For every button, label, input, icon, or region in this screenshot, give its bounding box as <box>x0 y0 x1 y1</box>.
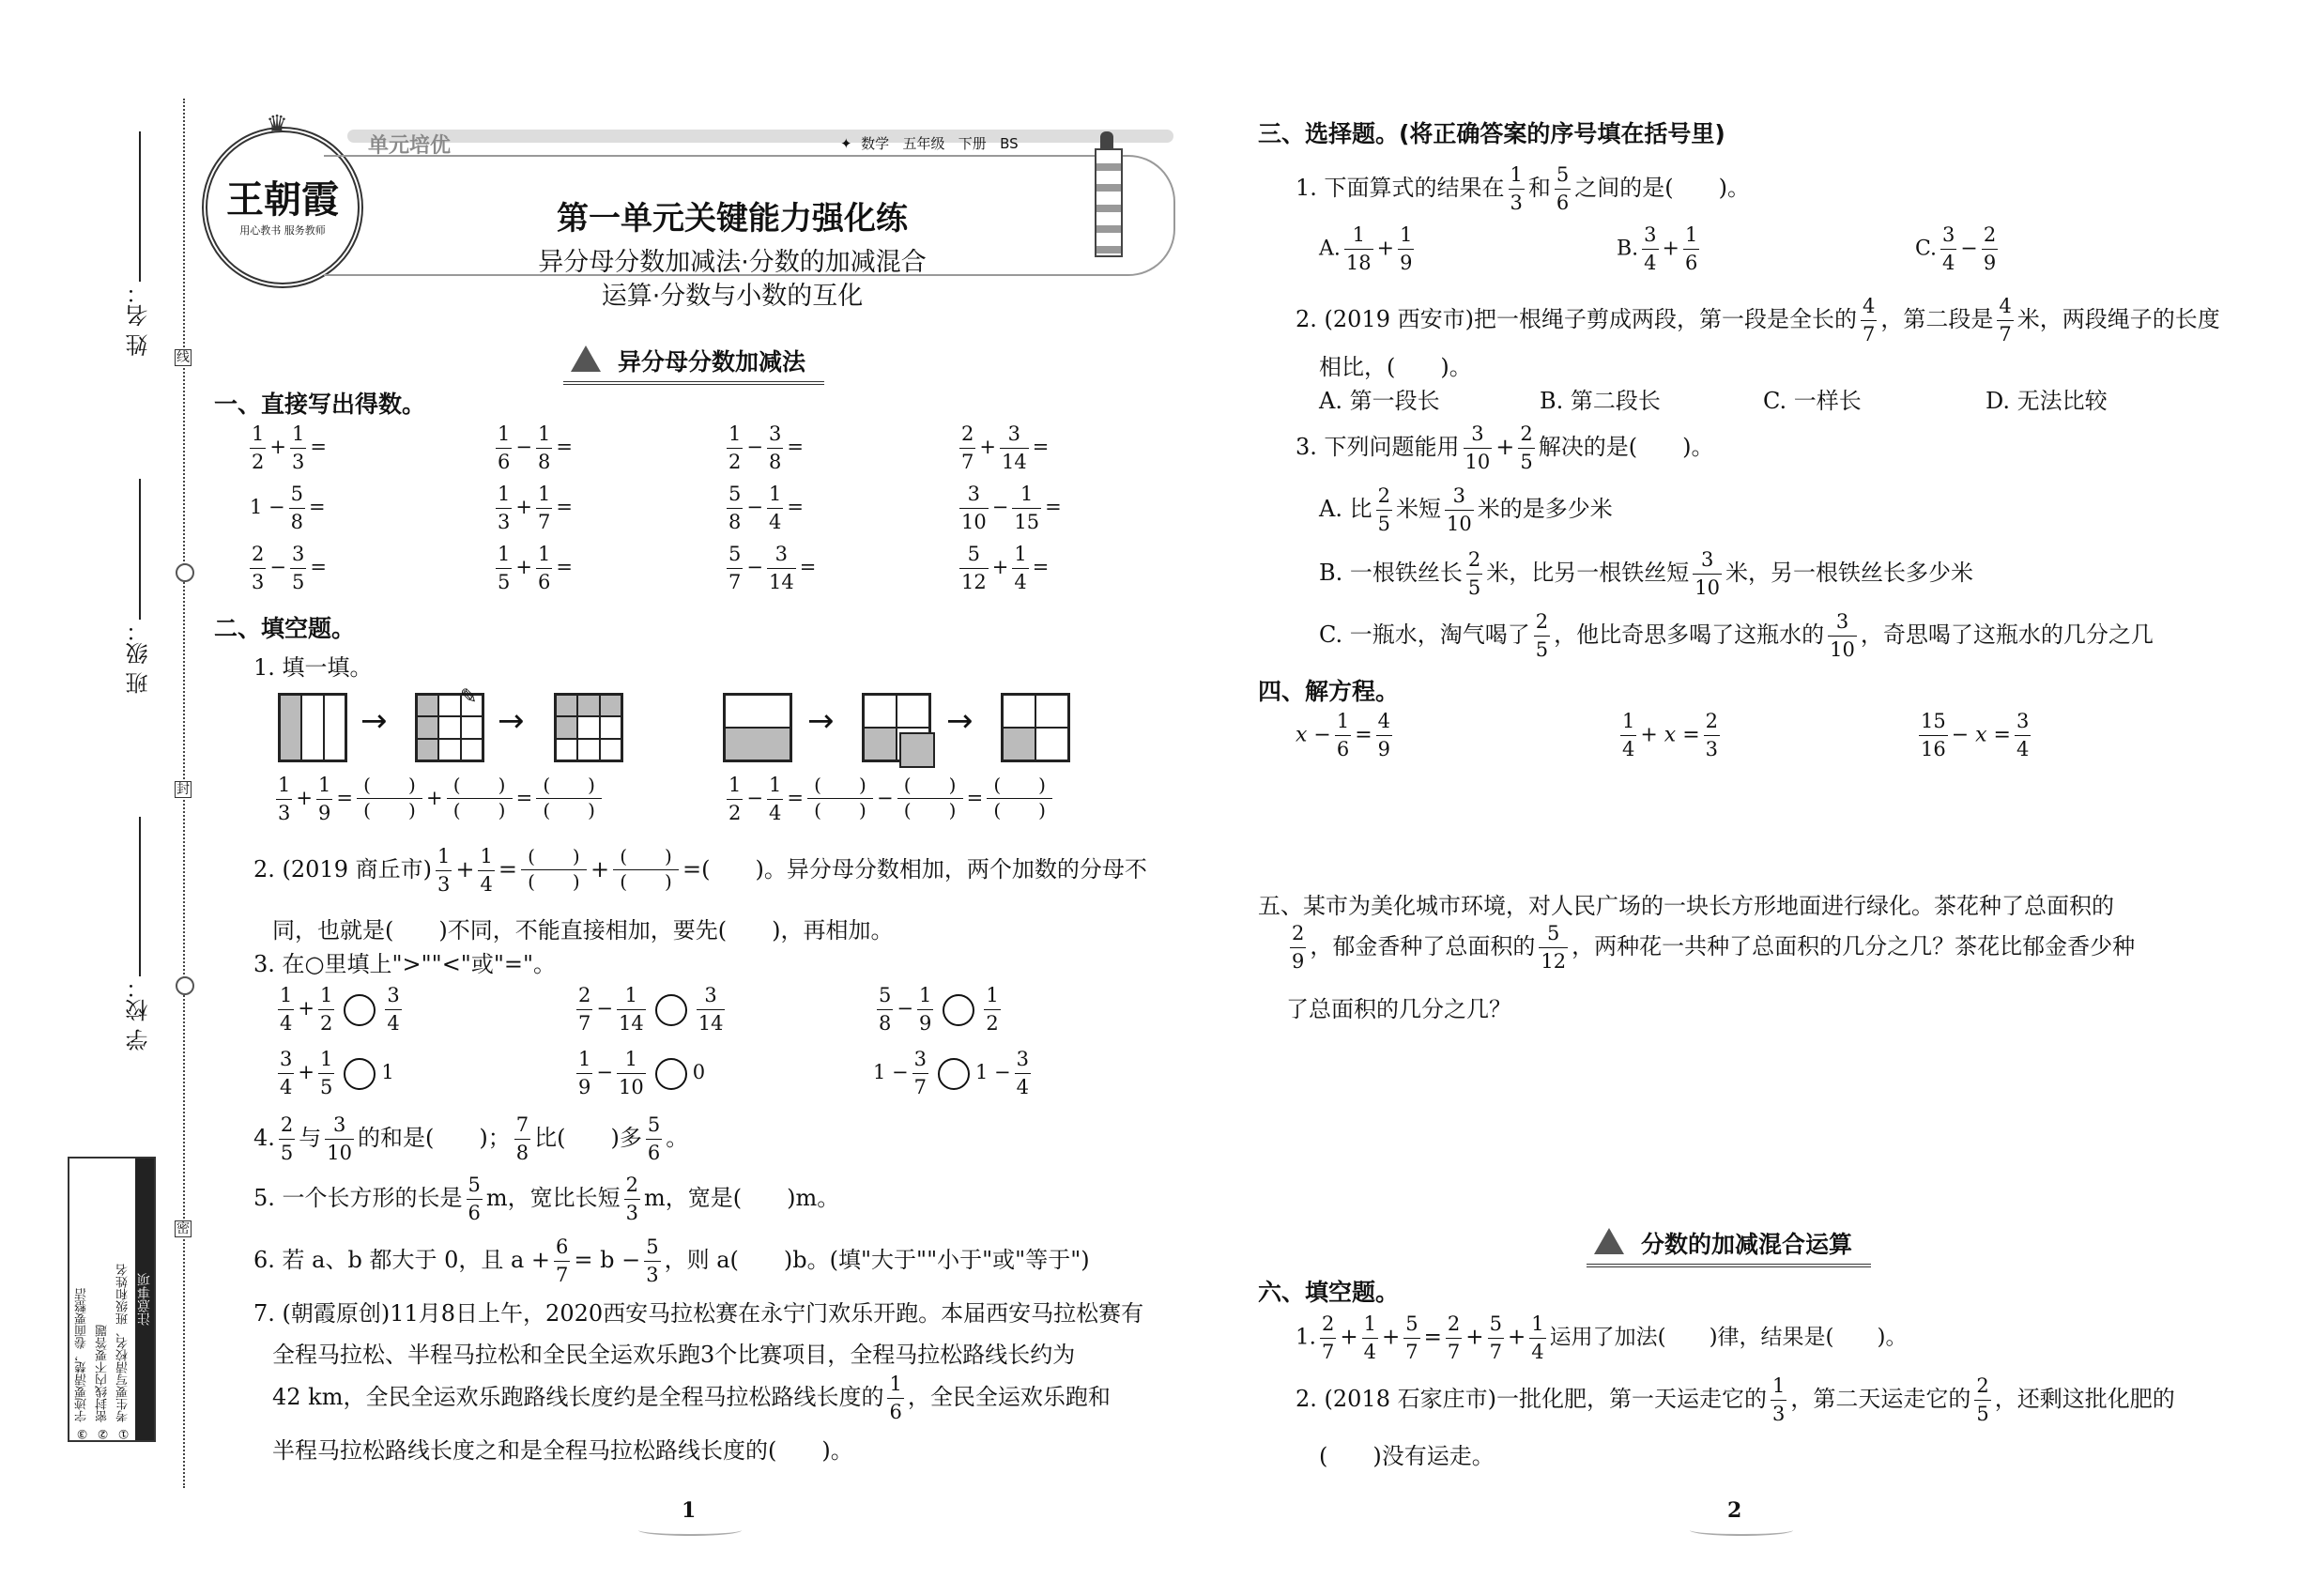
q2-s2: 2. (2019 商丘市) $\frac{1}{3}$ + $\frac{1}{4}$ = ( ) ( ) + ( ) ( ) =( )。异分母分数相加，两个加数的分母不 <box>253 845 1147 896</box>
subtitle-line1: 异分母分数加减法·分数的加减混合 <box>538 248 927 277</box>
q3-s2-optD: D. 无法比较 <box>1986 388 2108 414</box>
q3-s1: 1. 下面算式的结果在 $\frac{1}{3}$ 和 $\frac{5}{6}$ 之间的是( )。 <box>1296 163 1751 214</box>
q3-s2-optA: A. 第一段长 <box>1319 388 1440 414</box>
logo-subtext: 用心教书 服务教师 <box>239 224 326 237</box>
q2-s7-line1: 7. (朝霞原创)11月8日上午，2020西安马拉松赛在永宁门欢乐开跑。本届西安马拉松赛有 <box>253 1300 1144 1327</box>
notice-title: 注意事项 <box>135 1159 154 1440</box>
name-label: 姓 名： <box>126 282 152 357</box>
q2-s7-line4: 半程马拉松路线长度之和是全程马拉松路线长度的( )。 <box>272 1437 853 1464</box>
school-underline <box>139 817 141 976</box>
q3-s1-optC: C. $\frac{3}{4}$ − $\frac{2}{9}$ <box>1915 223 1997 274</box>
section-header-mixed-ops: 分数的加减混合运算 <box>1587 1226 1871 1267</box>
arrow-icon: → <box>946 702 974 740</box>
q3-s2-optC: C. 一样长 <box>1763 388 1862 414</box>
logo-text: 王朝霞 <box>226 177 339 222</box>
q2-s1: 1. 填一填。 <box>253 654 373 681</box>
q4-title: 四、解方程。 <box>1258 678 1400 705</box>
sailboat-icon <box>571 345 601 372</box>
compare-2: $\frac{2}{7}$ − $\frac{1}{14}$ $\frac{3}{14}$ <box>578 984 724 1035</box>
compare-5: $\frac{1}{9}$ − $\frac{1}{10}$ 0 <box>578 1048 706 1098</box>
q2-s3: 3. 在○里填上">""<"或"="。 <box>253 951 557 977</box>
q6-s2-cont: ( )没有运走。 <box>1319 1443 1495 1469</box>
seal-mark-seal: 封 <box>176 782 190 797</box>
q5-line2: $\frac{2}{9}$ ，郁金香种了总面积的 $\frac{5}{12}$ ，两种花一共种了总面积的几分之几？茶花比郁金香少种 <box>1292 922 2136 973</box>
unit-tag: 单元培优 <box>368 134 452 158</box>
q3-s3-optB: B. 一根铁丝长 $\frac{2}{5}$ 米，比另一根铁丝短 $\frac{3}{10}$ 米，另一根铁丝长多少米 <box>1319 548 1974 599</box>
notice-item: ③ 字迹要清楚，卷面要整洁 <box>75 1287 89 1440</box>
page-ornament <box>1690 1525 1793 1536</box>
q2-s5: 5. 一个长方形的长是 $\frac{5}{6}$ m，宽比长短 $\frac{2}{3}$ m，宽是( )m。 <box>253 1174 840 1224</box>
q3-s1-optB: B. $\frac{3}{4}$ + $\frac{1}{6}$ <box>1617 223 1698 274</box>
equation-2: $\frac{1}{4}$ + x = $\frac{2}{3}$ <box>1622 710 1719 760</box>
seal-mark-secret: 密 <box>176 1221 190 1236</box>
subtitle-line2: 运算·分数与小数的互化 <box>601 282 864 311</box>
notice-box <box>68 1157 156 1442</box>
arrow-icon: → <box>807 702 835 740</box>
q3-s3-optA: A. 比 $\frac{2}{5}$ 米短 $\frac{3}{10}$ 米的是多少米 <box>1319 484 1613 535</box>
q6-title: 六、填空题。 <box>1258 1279 1400 1306</box>
grade: 五年级 <box>902 135 945 152</box>
q2-s7-line3: 42 km，全民全运欢乐跑路线长度约是全程马拉松路线长度的 $\frac{1}{6}$ ，全民全运欢乐跑和 <box>272 1373 1111 1423</box>
q3-s1-optA: A. $\frac{1}{18}$ + $\frac{1}{9}$ <box>1319 223 1413 274</box>
compare-3: $\frac{5}{8}$ − $\frac{1}{9}$ $\frac{1}{2}$ <box>879 984 999 1035</box>
q1-title: 一、直接写出得数。 <box>214 391 426 418</box>
q3-s3-optC: C. 一瓶水，淘气喝了 $\frac{2}{5}$ ，他比奇思多喝了这瓶水的 $\frac{3}{10}$ ，奇思喝了这瓶水的几分之几 <box>1319 610 2154 661</box>
q6-s2: 2. (2018 石家庄市)一批化肥，第一天运走它的 $\frac{1}{3}$ ，第二天运走它的 $\frac{2}{5}$ ，还剩这批化肥的 <box>1296 1374 2175 1425</box>
book-info <box>840 133 1019 153</box>
q2-s4: 4. $\frac{2}{5}$ 与 $\frac{3}{10}$ 的和是( )； $\frac{7}{8}$ 比( )多 $\frac{5}{6}$ 。 <box>253 1113 689 1164</box>
cut-piece <box>899 732 935 768</box>
q1-grid: $\frac{1}{2}$ + $\frac{1}{3}$ = $\frac{1}{6}$ − $\frac{1}{8}$ = $\frac{1}{2}$ − $\frac{3}{8}$ = $\frac{2}{7}$ + $\frac{3}{14}$ = 1 − $\frac{5}{8}$ = $\frac{1}{3}$ + $\frac{1}{7}$ = $\frac{5}{8}$ − $\frac{1}{4}$ = $\frac{3}{10}$ − $\frac{1}{15}$ = $\frac{2}{3}$ − $\frac{3}{5}$ = $\frac{1}{5}$ + $\frac{1}{6}$ = $\frac{5}{7}$ − $\frac{3}{14}$ = $\frac{5}{12}$ + $\frac{1}{4}$ = <box>250 422 1062 593</box>
page-ornament <box>638 1525 742 1536</box>
arrow-icon: → <box>360 702 388 740</box>
section-header-fraction-add: 异分母分数加减法 <box>563 344 824 385</box>
notice-item: ② 密封线内不要答题 <box>96 1324 110 1440</box>
fraction-diagram <box>278 693 347 762</box>
q3-s2-optB: B. 第二段长 <box>1540 388 1661 414</box>
binding-hole-icon <box>176 563 194 582</box>
page-number-2: 2 <box>1727 1498 1742 1523</box>
fraction-diagram <box>723 693 792 762</box>
q3-s2-cont: 相比，( )。 <box>1319 354 1472 380</box>
header-bar <box>347 130 1173 143</box>
q3-title: 三、选择题。(将正确答案的序号填在括号里) <box>1258 120 1725 147</box>
fraction-diagram <box>1001 693 1070 762</box>
volume: 下册 <box>958 135 987 152</box>
q2-s1-expr2: $\frac{1}{2}$ − $\frac{1}{4}$ = ( ) ( ) − ( ) ( ) = ( ) ( ) <box>723 775 1056 823</box>
subject: 数学 <box>861 135 890 152</box>
q2-s7-line2: 全程马拉松、半程马拉松和全民全运欢乐跑3个比赛项目，全程马拉松路线长约为 <box>272 1342 1076 1368</box>
sailboat-icon <box>1594 1228 1624 1254</box>
arrow-icon: → <box>498 702 525 740</box>
school-label: 学 校： <box>126 976 152 1051</box>
q5-line1: 五、某市为美化城市环境，对人民广场的一块长方形地面进行绿化。茶花种了总面积的 <box>1258 893 2114 919</box>
pencil-icon: ✎ <box>460 685 478 709</box>
page-title: 第一单元关键能力强化练 <box>557 200 908 238</box>
q2-s2-cont: 同，也就是( )不同，不能直接相加，要先( )，再相加。 <box>272 917 894 944</box>
lighthouse-icon <box>1089 131 1125 263</box>
q2-title: 二、填空题。 <box>214 615 356 642</box>
q3-s3: 3. 下列问题能用 $\frac{3}{10}$ + $\frac{2}{5}$ 解决的是( )。 <box>1296 422 1714 473</box>
q2-s6: 6. 若 a、b 都大于 0，且 a + $\frac{6}{7}$ = b − $\frac{5}{3}$ ，则 a( )b。(填"大于""小于"或"等于") <box>253 1235 1090 1286</box>
name-underline <box>139 131 141 282</box>
class-label: 班 级： <box>126 620 152 695</box>
q6-s1: 1. $\frac{2}{7}$ + $\frac{1}{4}$ + $\frac{5}{7}$ = $\frac{2}{7}$ + $\frac{5}{7}$ + $\frac{1}{4}$ 运用了加法( )律，结果是( )。 <box>1296 1312 1908 1363</box>
edition: BS <box>1000 135 1019 152</box>
fraction-diagram <box>554 693 623 762</box>
star-icon: ✦ <box>840 135 852 152</box>
class-underline <box>139 479 141 620</box>
compare-6: 1 − $\frac{3}{7}$ 1 − $\frac{3}{4}$ <box>873 1048 1030 1098</box>
page-number-1: 1 <box>682 1498 697 1523</box>
seal-mark-line: 线 <box>176 350 190 365</box>
crown-icon: ♛ <box>266 111 288 139</box>
q5-line3: 了总面积的几分之几？ <box>1286 996 1511 1022</box>
equation-3: $\frac{15}{16}$ − x = $\frac{3}{4}$ <box>1921 710 2030 760</box>
compare-4: $\frac{3}{4}$ + $\frac{1}{5}$ 1 <box>280 1048 394 1098</box>
binding-hole-icon <box>176 976 194 995</box>
q3-s2: 2. (2019 西安市)把一根绳子剪成两段，第一段是全长的 $\frac{4}{7}$ ，第二段是 $\frac{4}{7}$ 米，两段绳子的长度 <box>1296 295 2220 345</box>
compare-1: $\frac{1}{4}$ + $\frac{1}{2}$ $\frac{3}{4}$ <box>280 984 400 1035</box>
equation-1: x − $\frac{1}{6}$ = $\frac{4}{9}$ <box>1296 710 1391 760</box>
q2-s1-expr1: $\frac{1}{3}$ + $\frac{1}{9}$ = ( ) ( ) + ( ) ( ) = ( ) ( ) <box>272 775 606 823</box>
notice-item: ① 考生要写清校名、班级和姓名 <box>116 1263 130 1440</box>
